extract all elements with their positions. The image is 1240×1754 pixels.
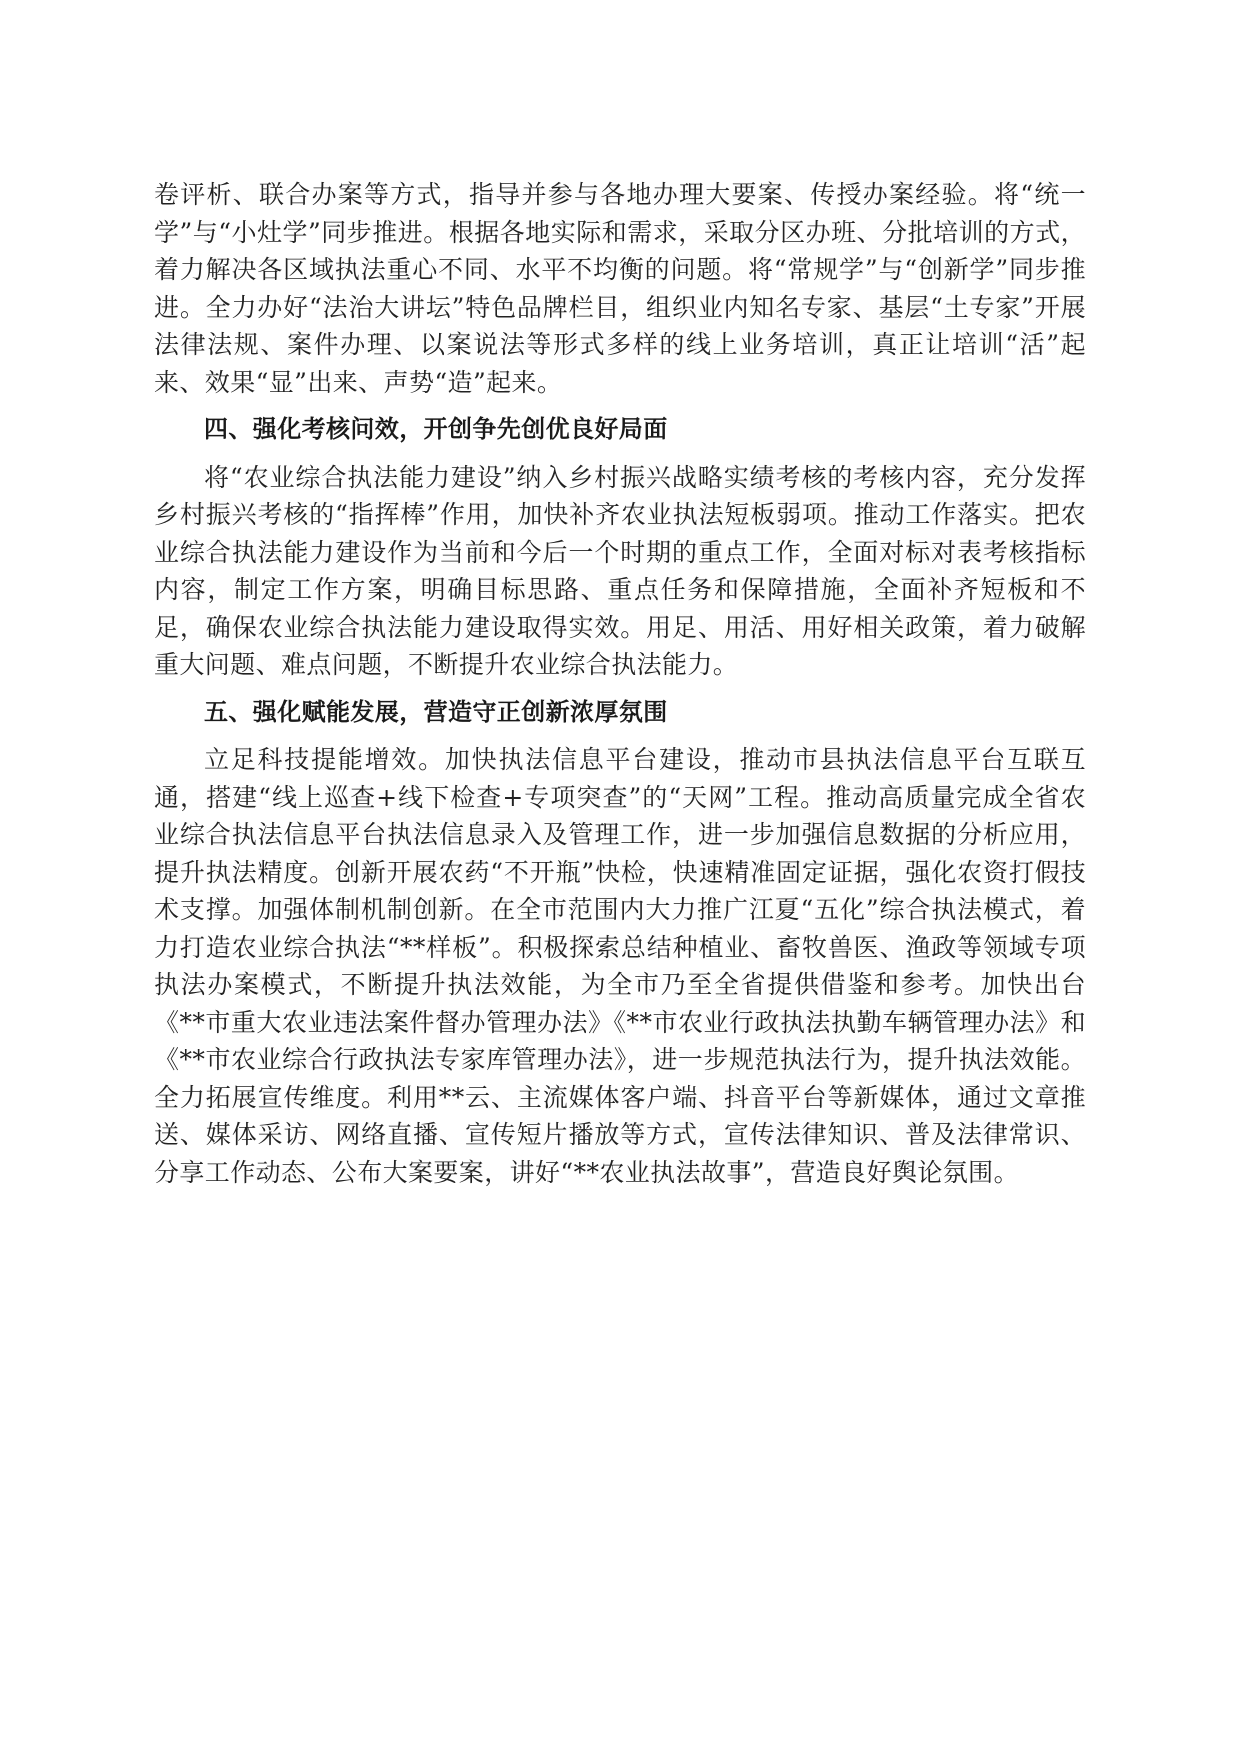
section-5-paragraph: 立足科技提能增效。加快执法信息平台建设，推动市县执法信息平台互联互通，搭建“线上巡查+线下检查+专项突查”的“天网”工程。推动高质量完成全省农业综合执法信息平台执法信息录入及管理工作，进一步加强信息数据的分析应用，提升执法精度。创新开展农药“不开瓶”快检，快速精准固定证据，强化农资打假技术支撑。加强体制机制创新。在全市范围内大力推广江夏“五化”综合执法模式，着力打造农业综合执法“**样板”。积极探索总结种植业、畜牧兽医、渔政等领域专项执法办案模式，不断提升执法效能，为全市乃至全省提供借鉴和参考。加快出台《**市重大农业违法案件督办管理办法》《**市农业行政执法执勤车辆管理办法》和《**市农业综合行政执法专家库管理办法》，进一步规范执法行为，提升执法效能。全力拓展宣传维度。利用**云、主流媒体客户端、抖音平台等新媒体，通过文章推送、媒体采访、网络直播、宣传短片播放等方式，宣传法律知识、普及法律常识、分享工作动态、公布大案要案，讲好“**农业执法故事”，营造良好舆论氛围。 <box>154 745 1086 1187</box>
section-4-heading: 四、强化考核问效，开创争先创优良好局面 <box>204 415 668 443</box>
section-5-heading: 五、强化赋能发展，营造守正创新浓厚氛围 <box>204 697 668 726</box>
section-4-paragraph: 将“农业综合执法能力建设”纳入乡村振兴战略实绩考核的考核内容，充分发挥乡村振兴考核的“指挥棒”作用，加快补齐农业执法短板弱项。推动工作落实。把农业综合执法能力建设作为当前和今后一个时期的重点工作，全面对标对表考核指标内容，制定工作方案，明确目标思路、重点任务和保障措施，全面补齐短板和不足，确保农业综合执法能力建设取得实效。用足、用活、用好相关政策，着力破解重大问题、难点问题，不断提升农业综合执法能力。 <box>154 462 1086 679</box>
paragraph-continued: 卷评析、联合办案等方式，指导并参与各地办理大要案、传授办案经验。将“统一学”与“小灶学”同步推进。根据各地实际和需求，采取分区办班、分批培训的方式，着力解决各区域执法重心不同、水平不均衡的问题。将“常规学”与“创新学”同步推进。全力办好“法治大讲坛”特色品牌栏目，组织业内知名专家、基层“土专家”开展法律法规、案件办理、以案说法等形式多样的线上业务培训，真正让培训“活”起来、效果“显”出来、声势“造”起来。 <box>154 180 1086 397</box>
document-body <box>154 176 1086 1191</box>
